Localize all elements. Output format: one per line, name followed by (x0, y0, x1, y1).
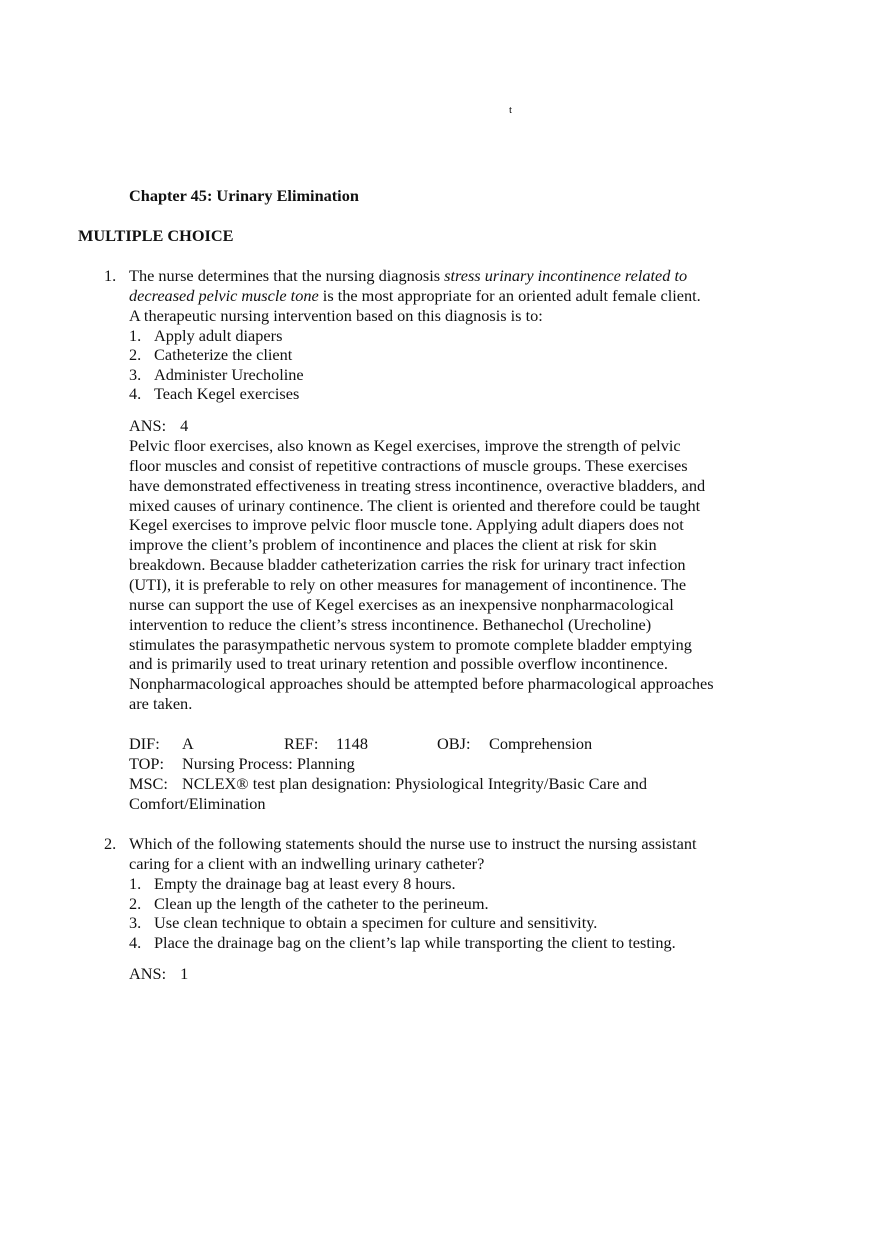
option-number: 3. (129, 913, 142, 932)
option-text: Empty the drainage bag at least every 8 hours. (154, 874, 456, 893)
rationale-line: mixed causes of urinary continence. The client is oriented and therefore could be taught (129, 495, 701, 515)
question-stem-line: A therapeutic nursing intervention based on this diagnosis is to: (129, 306, 543, 325)
option-text: Administer Urecholine (154, 365, 304, 384)
option-number: 1. (129, 874, 142, 893)
header-mark: t (509, 104, 513, 116)
option-text: Teach Kegel exercises (154, 384, 300, 403)
option-text: Clean up the length of the catheter to the perineum. (154, 894, 489, 913)
question-number: 1. (104, 266, 117, 285)
meta-ref: 1148 (336, 734, 368, 753)
chapter-title: Chapter 45: Urinary Elimination (129, 186, 359, 205)
option-number: 2. (129, 345, 142, 364)
meta-obj-label: OBJ: (437, 734, 471, 753)
answer-value: 4 (180, 416, 189, 435)
rationale-line: floor muscles and consist of repetitive contractions of muscle groups. These exercises (129, 455, 688, 475)
rationale-line: intervention to reduce the client’s stress incontinence. Bethanechol (Urecholine) (129, 614, 652, 634)
rationale-line: improve the client’s problem of incontinence and places the client at risk for skin (129, 535, 657, 555)
stem-italic: stress urinary incontinence related to (444, 266, 688, 285)
answer (129, 416, 188, 436)
option-number: 2. (129, 894, 142, 913)
option-text: Catheterize the client (154, 345, 293, 364)
option-number: 4. (129, 384, 142, 403)
option-number: 4. (129, 933, 142, 952)
stem-text: is the most appropriate for an oriented adult female client. (318, 286, 701, 305)
answer-value: 1 (180, 964, 189, 983)
meta-dif-label: DIF: (129, 734, 160, 753)
rationale-line: (UTI), it is preferable to rely on other measures for management of incontinence. The (129, 574, 687, 594)
answer (129, 964, 188, 984)
question-stem-line (129, 266, 687, 286)
rationale-line: Kegel exercises to improve pelvic floor muscle tone. Applying adult diapers does not (129, 515, 684, 535)
rationale-line: and is primarily used to treat urinary retention and possible overflow incontinence. (129, 654, 668, 674)
option-text: Place the drainage bag on the client’s lap while transporting the client to testing. (154, 933, 676, 952)
meta-top-label: TOP: (129, 754, 164, 773)
answer-label: ANS: (129, 416, 167, 435)
question-stem-line (129, 286, 701, 306)
rationale-line: are taken. (129, 694, 193, 714)
rationale-line: have demonstrated effectiveness in treating stress incontinence, overactive bladders, and (129, 475, 706, 495)
rationale-line: Nonpharmacological approaches should be attempted before pharmacological approaches (129, 674, 714, 694)
meta-dif: A (182, 734, 194, 753)
rationale-line: stimulates the parasympathetic nervous system to promote complete bladder emptying (129, 634, 692, 654)
section-heading: MULTIPLE CHOICE (78, 226, 234, 245)
meta-top: Nursing Process: Planning (182, 754, 355, 773)
question-stem-line: caring for a client with an indwelling urinary catheter? (129, 854, 485, 873)
question-stem-line: Which of the following statements should the nurse use to instruct the nursing assistant (129, 834, 697, 853)
rationale-line: nurse can support the use of Kegel exercises as an inexpensive nonpharmacological (129, 594, 674, 614)
meta-msc-cont: Comfort/Elimination (129, 794, 266, 813)
answer-label: ANS: (129, 964, 167, 983)
stem-text: The nurse determines that the nursing diagnosis (129, 266, 445, 285)
rationale-line: Pelvic floor exercises, also known as Kegel exercises, improve the strength of pelvic (129, 436, 681, 455)
option-number: 3. (129, 365, 142, 384)
stem-italic: decreased pelvic muscle tone (129, 286, 319, 305)
meta-msc: NCLEX® test plan designation: Physiological Integrity/Basic Care and (182, 774, 647, 793)
question-number: 2. (104, 834, 117, 853)
meta-obj: Comprehension (489, 734, 593, 753)
meta-msc-label: MSC: (129, 774, 168, 793)
option-text: Apply adult diapers (154, 326, 283, 345)
rationale-line: breakdown. Because bladder catheterization carries the risk for urinary tract infection (129, 555, 686, 575)
option-number: 1. (129, 326, 142, 345)
meta-ref-label: REF: (284, 734, 319, 753)
option-text: Use clean technique to obtain a specimen for culture and sensitivity. (154, 913, 598, 932)
